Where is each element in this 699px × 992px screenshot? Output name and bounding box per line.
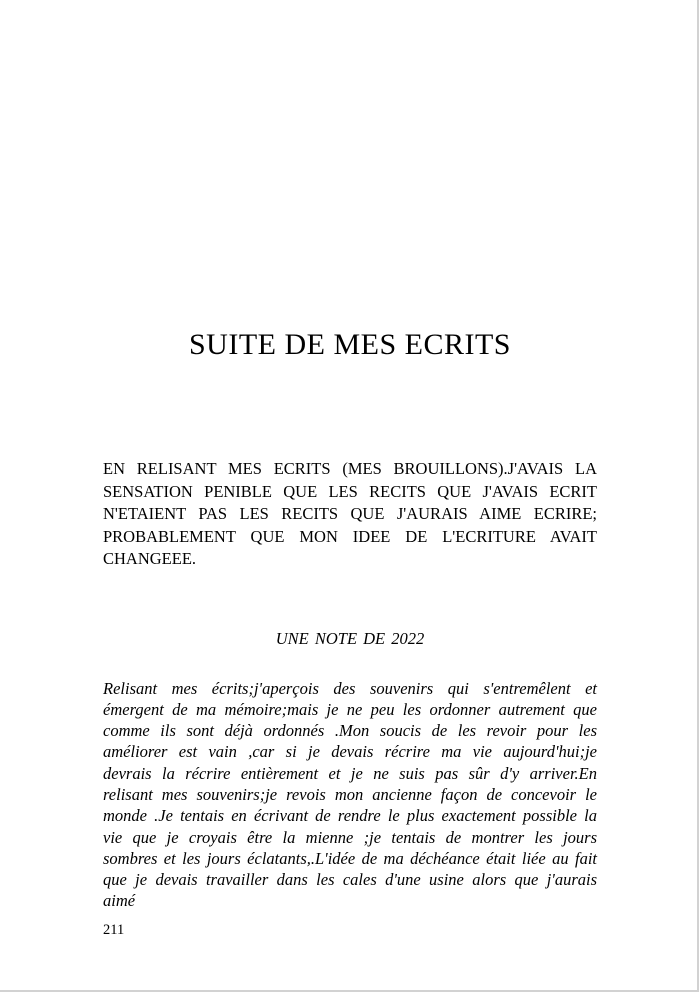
note-heading: UNE NOTE DE 2022: [275, 628, 425, 648]
page-number: 211: [103, 922, 125, 938]
page-title: SUITE DE MES ECRITS: [188, 328, 511, 361]
note-paragraph: Relisant mes écrits;j'aperçois des souvenirs qui s'entremêlent et émergent de ma mémoire;mais je ne peu les ordonner autrement que comme ils sont déjà ordonnés .Mon soucis de les revoir pour les améliorer est vain ,car si je devais récrire ma vie aujourd'hui;je devrais la récrire entièrement et je ne suis pas sûr d'y arriver.En relisant mes souvenirs;je revois mon ancienne façon de concevoir le monde .Je tentais en écrivant de rendre le plus exactement possible la vie que je croyais être la mienne ;je tentais de montrer les jours sombres et les jours éclatants,.L'idée de ma déchéance était liée au fait que je devais travailler dans les cales d'une usine alors que j'aurais aimé: [103, 678, 597, 911]
intro-paragraph: EN RELISANT MES ECRITS (MES BROUILLONS).J'AVAIS LA SENSATION PENIBLE QUE LES RECITS QUE J'AVAIS ECRIT N'ETAIENT PAS LES RECITS QUE J'AURAIS AIME ECRIRE; PROBABLEMENT QUE MON IDEE DE L'ECRITURE AVAIT CHANGEEE.: [103, 459, 597, 568]
text-block: [103, 0, 597, 912]
